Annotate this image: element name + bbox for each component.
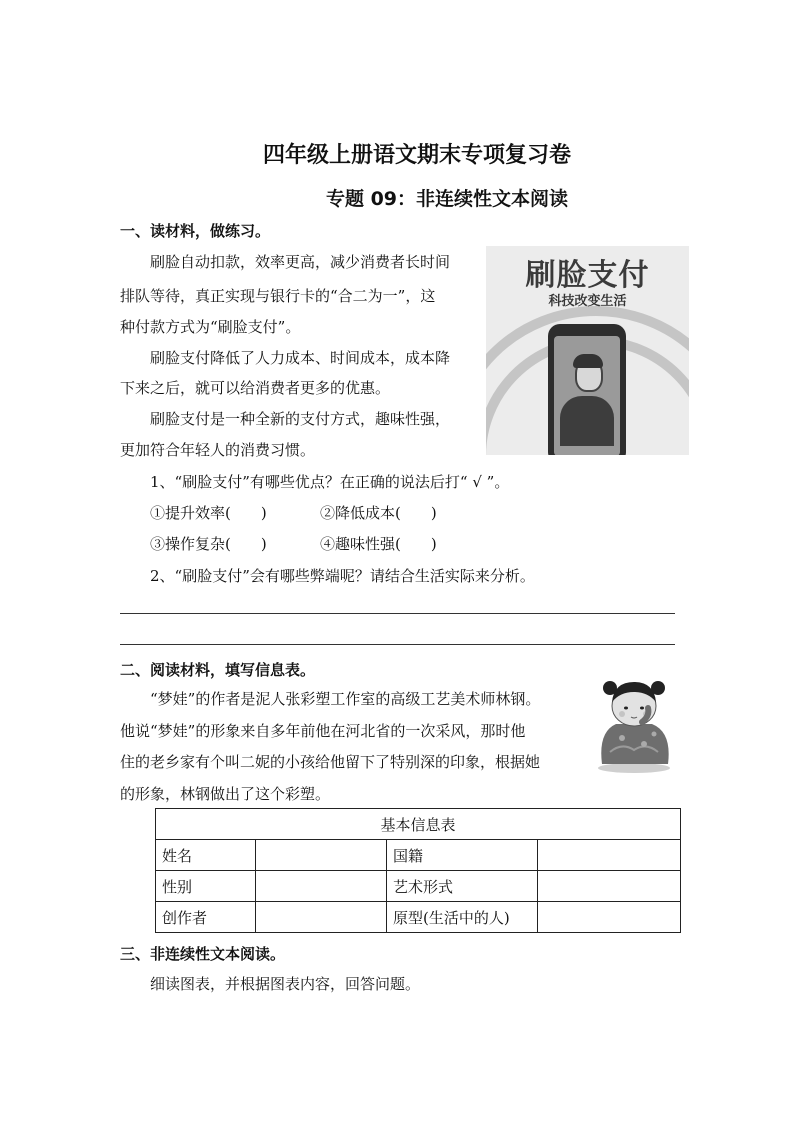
option-3: ③操作复杂( ) xyxy=(150,535,267,553)
page-title: 四年级上册语文期末专项复习卷 xyxy=(262,143,571,168)
section-2-heading: 二、阅读材料，填写信息表。 xyxy=(120,661,316,679)
section-1-para-line: 刷脸支付是一种全新的支付方式，趣味性强， xyxy=(150,410,451,428)
table-label-cell: 创作者 xyxy=(156,902,256,933)
page-subtitle: 专题 09：非连续性文本阅读 xyxy=(325,188,569,210)
table-label-cell: 性别 xyxy=(156,871,256,902)
section-1-para-line: 更加符合年轻人的消费习惯。 xyxy=(120,441,316,459)
section-1-para-line: 下来之后，就可以给消费者更多的优惠。 xyxy=(120,379,391,397)
face-pay-image-subtitle: 科技改变生活 xyxy=(548,294,627,309)
doll-figurine-image xyxy=(592,672,676,774)
table-answer-cell[interactable] xyxy=(256,840,387,871)
section-1-heading: 一、读材料，做练习。 xyxy=(120,222,271,240)
face-pay-image xyxy=(486,246,689,455)
basic-info-table xyxy=(155,808,681,933)
section-2-para-line: “梦娃”的作者是泥人张彩塑工作室的高级工艺美术师林钢。 xyxy=(150,690,541,708)
table-row xyxy=(156,840,681,871)
section-2-para-line: 住的老乡家有个叫二妮的小孩给他留下了特别深的印象，根据她 xyxy=(120,753,541,771)
table-caption: 基本信息表 xyxy=(156,809,681,840)
table-label-cell: 姓名 xyxy=(156,840,256,871)
table-answer-cell[interactable] xyxy=(256,871,387,902)
phone-icon xyxy=(548,324,626,455)
answer-line[interactable] xyxy=(120,644,675,645)
table-label-cell: 原型(生活中的人) xyxy=(387,902,538,933)
table-answer-cell[interactable] xyxy=(538,871,681,902)
table-label-cell: 艺术形式 xyxy=(387,871,538,902)
table-label-cell: 国籍 xyxy=(387,840,538,871)
table-row xyxy=(156,902,681,933)
question-2: 2、“刷脸支付”会有哪些弊端呢？请结合生活实际来分析。 xyxy=(150,567,535,585)
section-1-para-line: 排队等待，真正实现与银行卡的“合二为一”，这 xyxy=(120,287,436,305)
section-2-para-line: 的形象，林钢做出了这个彩塑。 xyxy=(120,785,331,803)
table-answer-cell[interactable] xyxy=(538,902,681,933)
answer-line[interactable] xyxy=(120,613,675,614)
table-answer-cell[interactable] xyxy=(256,902,387,933)
option-2: ②降低成本( ) xyxy=(320,504,437,522)
face-pay-image-title: 刷脸支付 xyxy=(525,258,650,293)
section-3-instruction: 细读图表，并根据图表内容，回答问题。 xyxy=(150,975,421,993)
question-1: 1、“刷脸支付”有哪些优点？在正确的说法后打“ √ ”。 xyxy=(150,473,510,491)
option-4: ④趣味性强( ) xyxy=(320,535,437,553)
section-1-para-line: 刷脸支付降低了人力成本、时间成本，成本降 xyxy=(150,349,451,367)
table-answer-cell[interactable] xyxy=(538,840,681,871)
section-2-para-line: 他说“梦娃”的形象来自多年前他在河北省的一次采风，那时他 xyxy=(120,722,526,740)
section-3-heading: 三、非连续性文本阅读。 xyxy=(120,945,286,963)
section-1-para-line: 种付款方式为“刷脸支付”。 xyxy=(120,318,301,336)
option-1: ①提升效率( ) xyxy=(150,504,267,522)
table-row xyxy=(156,871,681,902)
section-1-para-line: 刷脸自动扣款，效率更高，减少消费者长时间 xyxy=(150,253,451,271)
